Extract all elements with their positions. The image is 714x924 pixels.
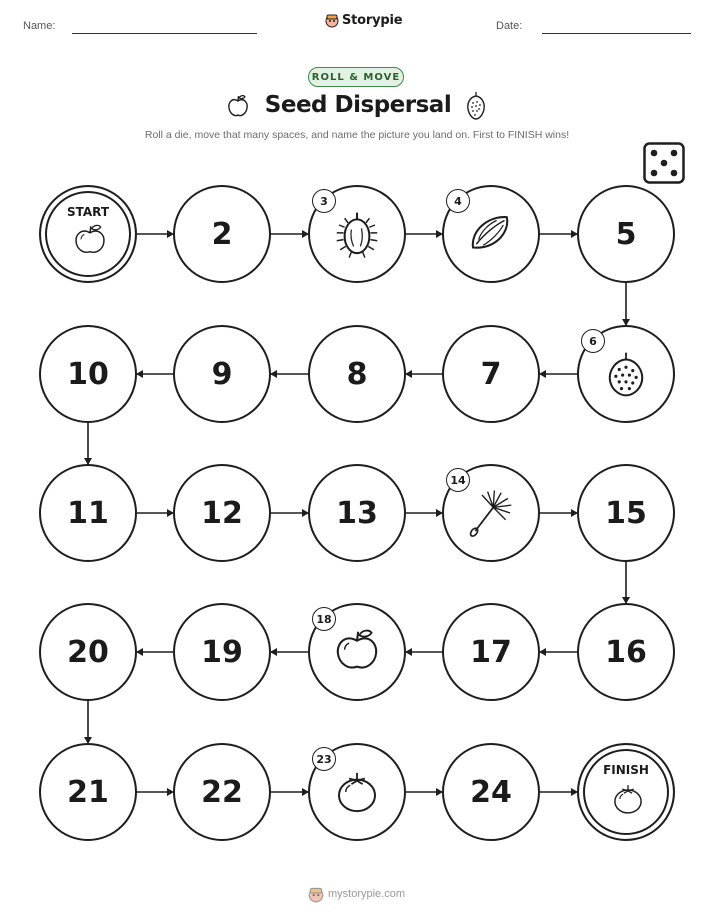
board-space-22: [173, 743, 271, 841]
rambutan-icon: [330, 207, 384, 261]
tomato-icon: [330, 765, 384, 819]
space-number: 7: [480, 356, 502, 392]
board-space-7: [442, 325, 540, 423]
board-space-24: [442, 743, 540, 841]
board-space-11: [39, 464, 137, 562]
board-space-8: [308, 325, 406, 423]
category-pill: ROLL & MOVE: [308, 67, 404, 87]
footer-url[interactable]: mystorypie.com: [328, 888, 406, 900]
space-number: 11: [67, 495, 109, 531]
board-space-21: [39, 743, 137, 841]
space-number: 21: [67, 774, 109, 810]
finish-picture: [610, 781, 646, 821]
space-number: 9: [211, 356, 233, 392]
space-number-badge: 3: [312, 189, 336, 213]
board-space-10: [39, 325, 137, 423]
tomato-icon: [610, 781, 646, 817]
page-title: Seed Dispersal: [264, 92, 452, 118]
space-number-badge: 18: [312, 607, 336, 631]
start-picture: [72, 223, 108, 263]
board-space-20: [39, 603, 137, 701]
finish-label: FINISH: [603, 763, 649, 777]
dandelion-seed-icon: [464, 486, 518, 540]
space-number: 24: [470, 774, 512, 810]
board-space-5: [577, 185, 675, 283]
apple-icon: [72, 223, 108, 259]
space-number: 8: [346, 356, 368, 392]
space-number: 19: [201, 634, 243, 670]
board-space-19: [173, 603, 271, 701]
space-number: 16: [605, 634, 647, 670]
board-space-12: [173, 464, 271, 562]
board-space-start: [39, 185, 137, 283]
space-number-badge: 6: [581, 329, 605, 353]
board-space-17: [442, 603, 540, 701]
board-space-13: [308, 464, 406, 562]
space-number-badge: 4: [446, 189, 470, 213]
instructions: Roll a die, move that many spaces, and name the picture you land on. First to FINISH wins!: [144, 129, 570, 141]
storypie-mascot-icon: [308, 885, 324, 903]
name-label: Name:: [23, 20, 56, 32]
board-space-2: [173, 185, 271, 283]
footer: [308, 885, 405, 903]
space-number: 12: [201, 495, 243, 531]
space-number: 17: [470, 634, 512, 670]
space-number-badge: 14: [446, 468, 470, 492]
board-space-16: [577, 603, 675, 701]
almond-seed-icon: [464, 207, 518, 261]
space-number: 5: [615, 216, 637, 252]
board-space-15: [577, 464, 675, 562]
strawberry-icon: [599, 347, 653, 401]
brand-name: Storypie: [342, 12, 403, 28]
space-number-badge: 23: [312, 747, 336, 771]
space-number: 22: [201, 774, 243, 810]
date-label: Date:: [496, 20, 523, 32]
space-number: 10: [67, 356, 109, 392]
board-space-finish: [577, 743, 675, 841]
apple-icon: [330, 625, 384, 679]
board-space-9: [173, 325, 271, 423]
start-label: START: [66, 205, 110, 219]
space-number: 15: [605, 495, 647, 531]
space-number: 13: [336, 495, 378, 531]
space-number: 20: [67, 634, 109, 670]
space-number: 2: [211, 216, 233, 252]
